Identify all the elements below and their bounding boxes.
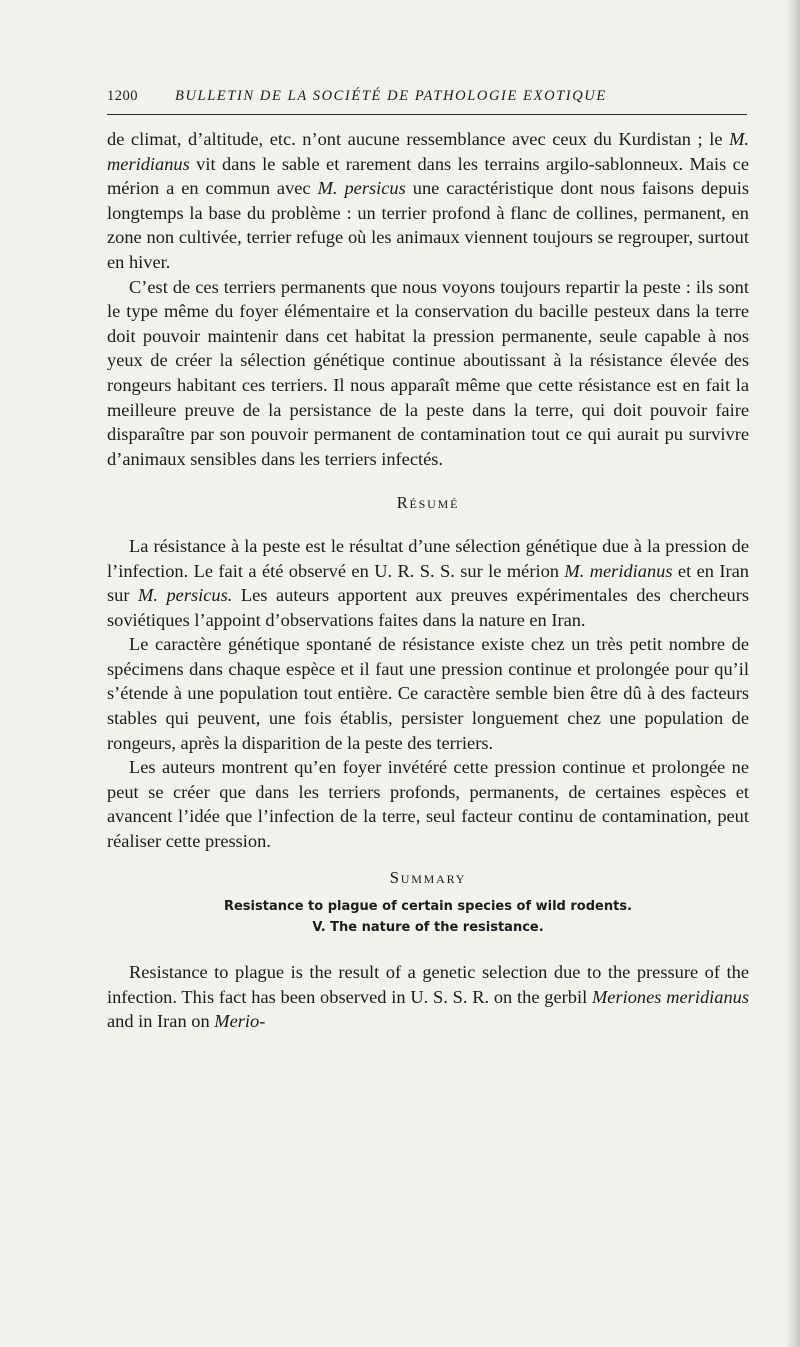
second-paragraph: C’est de ces terriers permanents que nous voyons toujours repartir la peste : ils sont le type même du foyer élémentaire et la conservation du bacille pesteux dans la terre doit pouvoir maintenir dans cet habitat la pression permanente, seule capable à nos yeux de créer la sélection génétique continue aboutissant à la résistance élevée des rongeurs habitant ces terriers. Il nous apparaît même que cette résistance est en fait la meilleure preuve de la persistance de la peste dans la terre, qui doit pouvoir faire disparaître par son pouvoir permanent de contamination tout ce qui aurait pu survivre d’animaux sensibles dans les terriers infectés.	[107, 276, 749, 469]
text-run: vit dans le sable et rarement dans les terrains argilo-sablonneux. Mais ce mérion a en commun avec	[107, 153, 749, 199]
species-name: M. persicus.	[138, 585, 233, 606]
species-name: M. persicus	[317, 178, 406, 199]
species-name: Merio-	[214, 1011, 266, 1032]
species-name: Meriones meridianus	[591, 986, 749, 1007]
article-body	[107, 127, 749, 1034]
page-edge-shadow	[786, 0, 800, 1347]
header-rule	[107, 114, 747, 115]
running-head: BULLETIN DE LA SOCIÉTÉ DE PATHOLOGIE EXOTIQUE	[175, 88, 607, 104]
page-header	[107, 86, 747, 108]
resume-heading: Résumé	[396, 493, 460, 513]
summary-heading: Summary	[389, 867, 467, 887]
text-run: and in Iran on	[107, 1011, 215, 1032]
resume-paragraph-2: Le caractère génétique spontané de résistance existe chez un très petit nombre de spécimens dans chaque espèce et il faut une pression continue et prolongée pour qu’il s’étende à une population tout entière. Ce caractère semble bien être dû à des facteurs stables qui peuvent, une fois établis, persister longuement chez une population de rongeurs, après la disparition de la peste des terriers.	[107, 634, 749, 753]
summary-paragraph-1	[107, 960, 749, 1034]
page-number: 1200	[107, 88, 138, 104]
species-name: M. meridianus	[107, 129, 749, 174]
resume-paragraph-1	[107, 534, 749, 632]
text-run: de climat, d’altitude, etc. n’ont aucune ressemblance avec ceux du Kurdistan ; le	[107, 129, 730, 149]
text-run: La résistance à la peste est le résultat d’une sélection génétique due à la pression de l’infection. Le fait a été observé en U. R. S. S. sur le mérion	[107, 535, 749, 581]
text-run: une caractéristique dont nous faisons depuis longtemps la base du problème : un terrier profond à flanc de collines, permanent, en zone non cultivée, terrier refuge où les animaux viennent toujours se regrouper, surtout en hiver.	[107, 178, 749, 272]
text-run: Resistance to plague is the result of a genetic selection due to the pressure of the infection. This fact has been observed in U. S. S. R. on the gerbil	[107, 962, 749, 1007]
intro-paragraph	[107, 127, 749, 275]
text-run: Les auteurs apportent aux preuves expérimentales des chercheurs soviétiques l’appoint d’observations faites dans la nature en Iran.	[107, 585, 749, 630]
summary-title-line-2: V. The nature of the resistance.	[312, 920, 544, 936]
summary-title-line-1: Resistance to plague of certain species of wild rodents.	[223, 899, 632, 915]
spacer	[107, 938, 749, 960]
text-run: et en Iran sur	[107, 560, 750, 606]
species-name: M. meridianus	[564, 560, 673, 581]
resume-paragraph-3: Les auteurs montrent qu’en foyer invétéré cette pression continue et prolongée ne peut se créer que dans les terriers profonds, permanents, de certaines espèces et avancent l’idée que l’infection de la terre, seul facteur continu de contamination, peut réaliser cette pression.	[107, 757, 749, 852]
